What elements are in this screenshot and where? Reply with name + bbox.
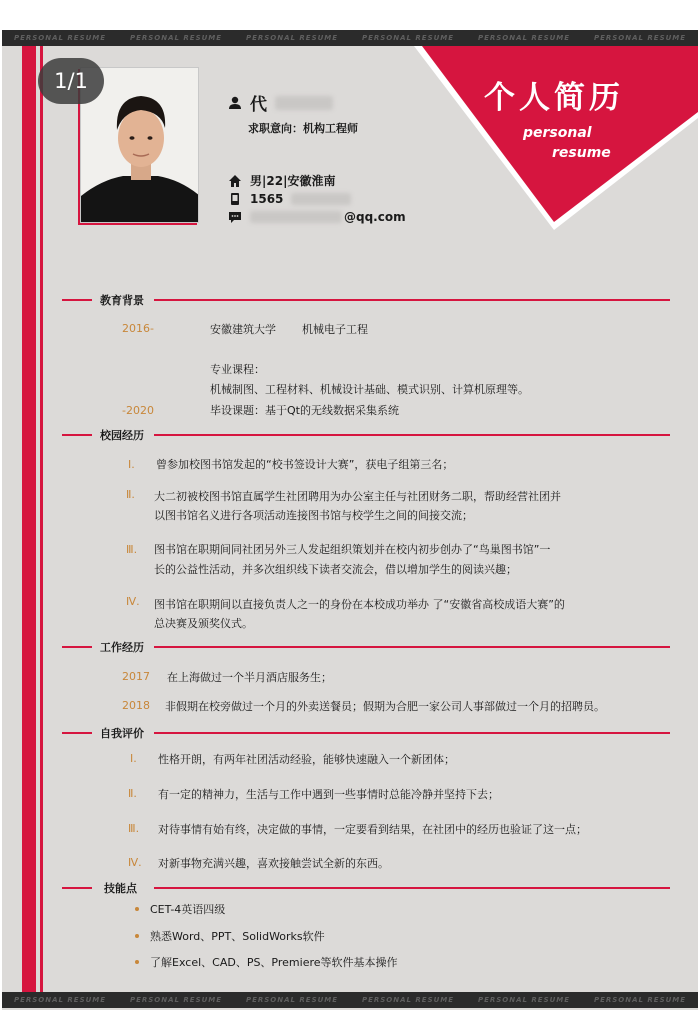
campus-item-line: 长的公益性活动，并多次组织线下读者交流会，借以增加学生的阅读兴趣； [154, 563, 517, 576]
campus-item-line: 大二初被校图书馆直属学生社团聘用为办公室主任与社团财务二职，帮助经营社团并 [154, 490, 561, 503]
section-header-skills [62, 880, 670, 896]
bullet-dot [135, 907, 139, 911]
skill-item: 了解Excel、CAD、PS、Premiere等软件基本操作 [150, 956, 398, 969]
self-item-number: Ⅰ. [130, 752, 137, 765]
edu-thesis: 毕设课题：基于Qt的无线数据采集系统 [210, 404, 399, 417]
band-text: PERSONAL RESUME [129, 996, 223, 1004]
campus-item-line: 图书馆在职期间同社团另外三人发起组织策划并在校内初步创办了“鸟巢图书馆”一 [154, 543, 551, 556]
campus-item-number: Ⅱ. [126, 488, 135, 501]
band-text: PERSONAL RESUME [593, 34, 687, 42]
section-title: 教育背景 [100, 294, 144, 307]
campus-item-line: 以图书馆名义进行各项活动连接图书馆与校学生之间的间接交流； [154, 509, 473, 522]
basic-info-row [228, 172, 335, 189]
candidate-name: 代 [250, 95, 267, 115]
chat-icon [228, 210, 242, 224]
name-row [228, 90, 333, 115]
phone-number: 1565 [250, 192, 284, 206]
bullet-dot [135, 934, 139, 938]
skill-item: 熟悉Word、PPT、SolidWorks软件 [150, 930, 325, 943]
top-band [2, 30, 698, 46]
email-row [228, 210, 406, 224]
phone-redaction [291, 193, 351, 205]
work-year: 2017 [122, 670, 150, 683]
phone-row [228, 192, 351, 206]
self-item: 性格开朗，有两年社团活动经验，能够快速融入一个新团体； [158, 753, 455, 766]
person-icon [228, 96, 242, 110]
band-text: PERSONAL RESUME [477, 34, 571, 42]
band-text: PERSONAL RESUME [129, 34, 223, 42]
campus-item-line: 曾参加校图书馆发起的“校书签设计大赛”，获电子组第三名； [156, 458, 454, 471]
self-item-number: Ⅳ. [128, 856, 142, 869]
name-redaction [275, 96, 333, 110]
edu-major: 机械电子工程 [302, 323, 368, 336]
home-icon [228, 174, 242, 188]
work-item: 非假期在校旁做过一个月的外卖送餐员；假期为合肥一家公司人事部做过一个月的招聘员。 [165, 700, 605, 713]
section-header-work [62, 639, 670, 655]
band-text: PERSONAL RESUME [13, 34, 107, 42]
bottom-band [2, 992, 698, 1008]
self-item: 有一定的精神力，生活与工作中遇到一些事情时总能冷静并坚持下去； [158, 788, 499, 801]
edu-courses-label: 专业课程： [210, 363, 265, 376]
edu-year-start: 2016- [122, 322, 154, 335]
edu-courses: 机械制图、工程材料、机械设计基础、模式识别、计算机原理等。 [210, 383, 529, 396]
skill-item: CET-4英语四级 [150, 903, 226, 916]
self-item-number: Ⅱ. [128, 787, 137, 800]
phone-icon [228, 192, 242, 206]
section-header-education [62, 292, 670, 308]
left-stripe-wide [22, 46, 36, 992]
work-item: 在上海做过一个半月酒店服务生； [167, 671, 332, 684]
campus-item-number: Ⅰ. [128, 458, 135, 471]
section-header-campus [62, 427, 670, 443]
band-text: PERSONAL RESUME [477, 996, 571, 1004]
basic-info: 男|22|安徽淮南 [250, 174, 336, 188]
email-redaction [250, 211, 342, 223]
bullet-dot [135, 960, 139, 964]
band-text: PERSONAL RESUME [593, 996, 687, 1004]
banner-subtitle-resume: resume [552, 145, 611, 161]
page-counter[interactable]: 1/1 [38, 58, 104, 104]
campus-item-line: 图书馆在职期间以直接负责人之一的身份在本校成功举办 了“安徽省高校成语大赛”的 [154, 598, 565, 611]
section-title: 校园经历 [100, 429, 144, 442]
job-intent: 求职意向：机构工程师 [248, 122, 358, 135]
resume-page [2, 30, 698, 1010]
work-year: 2018 [122, 699, 150, 712]
section-title: 工作经历 [100, 641, 144, 654]
band-text: PERSONAL RESUME [245, 996, 339, 1004]
edu-year-end: -2020 [122, 404, 154, 417]
band-text: PERSONAL RESUME [361, 996, 455, 1004]
band-text: PERSONAL RESUME [13, 996, 107, 1004]
email-domain: @qq.com [344, 210, 406, 224]
section-title: 技能点 [104, 882, 137, 895]
campus-item-number: Ⅳ. [126, 595, 140, 608]
self-item-number: Ⅲ. [128, 822, 140, 835]
self-item: 对待事情有始有终，决定做的事情，一定要看到结果，在社团中的经历也验证了这一点； [158, 823, 587, 836]
band-text: PERSONAL RESUME [245, 34, 339, 42]
self-item: 对新事物充满兴趣，喜欢接触尝试全新的东西。 [158, 857, 389, 870]
section-title: 自我评价 [100, 727, 144, 740]
campus-item-number: Ⅲ. [126, 543, 138, 556]
left-stripe-thin [40, 46, 43, 992]
banner-subtitle-personal: personal [523, 125, 592, 141]
band-text: PERSONAL RESUME [361, 34, 455, 42]
edu-school: 安徽建筑大学 [210, 323, 276, 336]
campus-item-line: 总决赛及颁奖仪式。 [154, 617, 253, 630]
banner-title: 个人简历 [484, 80, 624, 116]
section-header-self [62, 725, 670, 741]
